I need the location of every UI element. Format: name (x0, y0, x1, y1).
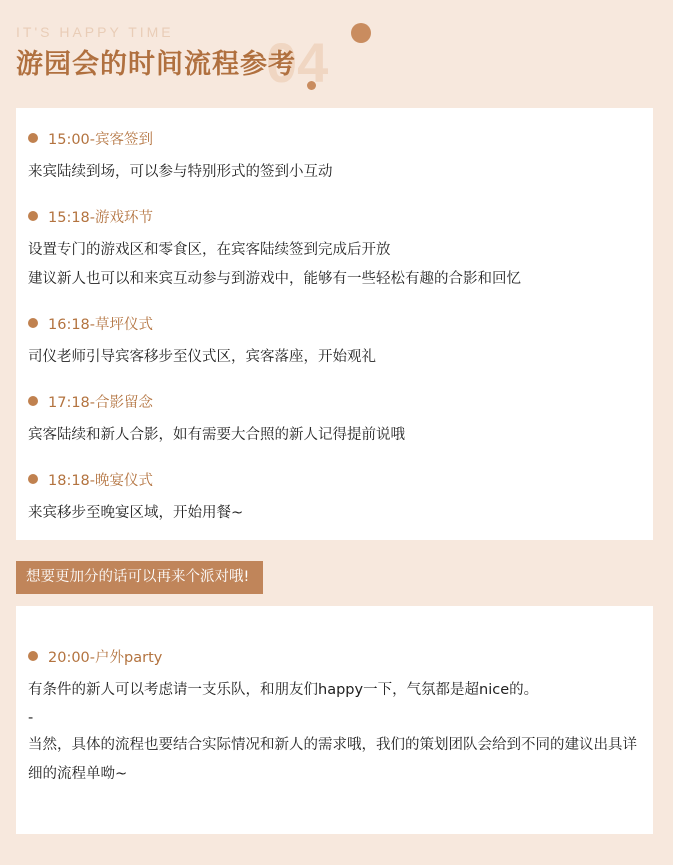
bullet-dot-icon (28, 318, 38, 328)
decorative-circle-large (351, 23, 371, 43)
bullet-dot-icon (28, 133, 38, 143)
party-header (28, 646, 653, 666)
section-number: 04 (266, 31, 329, 94)
bullet-dot-icon (28, 396, 38, 406)
schedule-item-title: 16:18-草坪仪式 (48, 316, 154, 333)
schedule-item-title: 17:18-合影留念 (48, 394, 154, 411)
schedule-item (28, 206, 653, 294)
schedule-item-header (28, 313, 653, 333)
schedule-item-header (28, 128, 653, 148)
page-header (0, 0, 673, 100)
schedule-item (28, 469, 653, 528)
schedule-item-title: 18:18-晚宴仪式 (48, 472, 154, 489)
schedule-item (28, 313, 653, 372)
party-title: 20:00-户外party (48, 649, 163, 666)
separator-dash: - (28, 710, 34, 726)
schedule-item-text: 宾客陆续和新人合影，如有需要大合照的新人记得提前说哦 (28, 427, 405, 443)
page-title: 游园会的时间流程参考 (16, 49, 296, 80)
schedule-item-title: 15:00-宾客签到 (48, 131, 154, 148)
schedule-item (28, 128, 653, 187)
party-card (16, 606, 653, 834)
schedule-card (16, 108, 653, 540)
schedule-item (28, 391, 653, 450)
schedule-item-text: 设置专门的游戏区和零食区，在宾客陆续签到完成后开放 (28, 242, 391, 258)
bullet-dot-icon (28, 474, 38, 484)
bullet-dot-icon (28, 651, 38, 661)
schedule-item-header (28, 469, 653, 489)
schedule-item-header (28, 391, 653, 411)
schedule-item-title: 15:18-游戏环节 (48, 209, 154, 226)
closing-text: 当然，具体的流程也要结合实际情况和新人的需求哦，我们的策划团队会给到不同的建议出具详细的流程单呦~ (28, 737, 637, 782)
party-text: 有条件的新人可以考虑请一支乐队，和朋友们happy一下，气氛都是超nice的。 (28, 682, 539, 698)
header-kicker: IT'S HAPPY TIME (16, 24, 174, 40)
schedule-item-header (28, 206, 653, 226)
schedule-item-text: 司仪老师引导宾客移步至仪式区，宾客落座，开始观礼 (28, 349, 376, 365)
party-banner: 想要更加分的话可以再来个派对哦! (16, 561, 263, 594)
schedule-item-text: 建议新人也可以和来宾互动参与到游戏中，能够有一些轻松有趣的合影和回忆 (28, 271, 521, 287)
bullet-dot-icon (28, 211, 38, 221)
schedule-item-text: 来宾移步至晚宴区域，开始用餐~ (28, 505, 244, 521)
schedule-item-text: 来宾陆续到场，可以参与特别形式的签到小互动 (28, 164, 333, 180)
